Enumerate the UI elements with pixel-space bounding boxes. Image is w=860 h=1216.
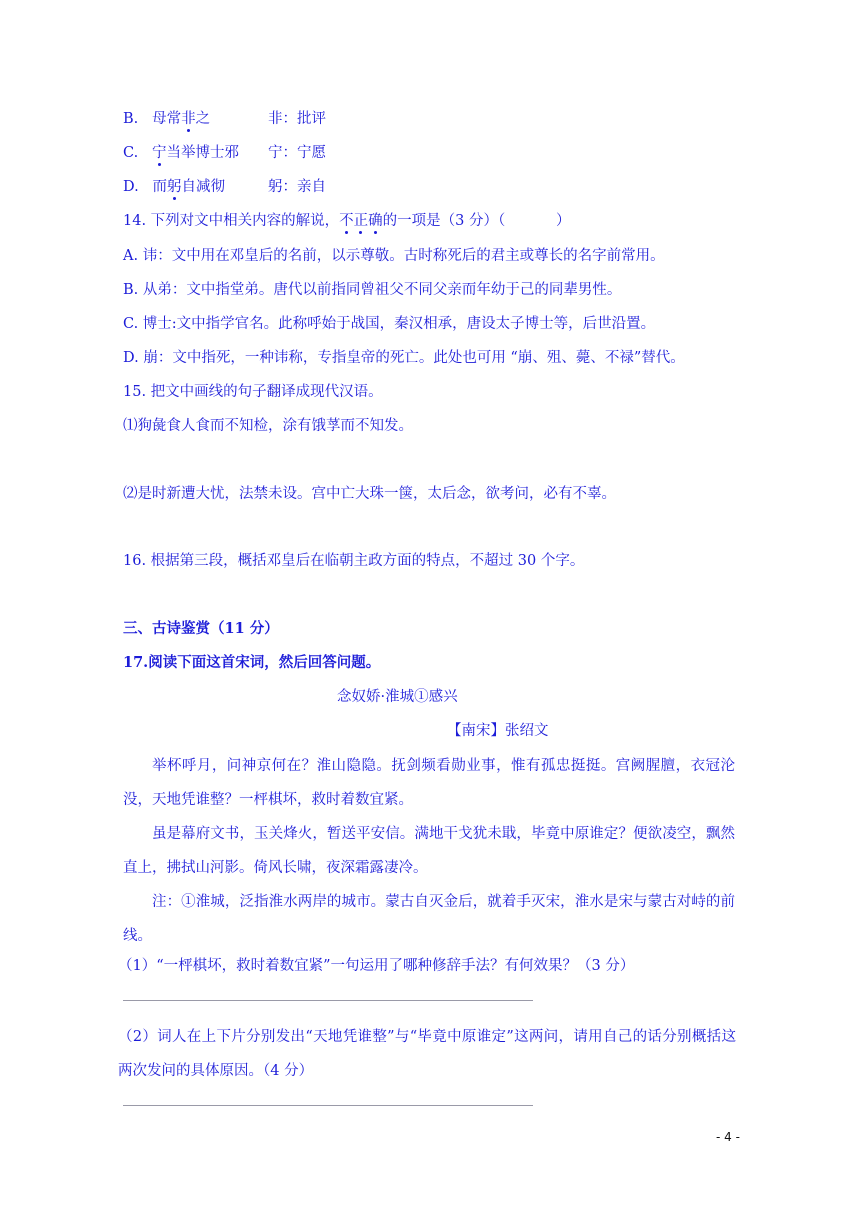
- q17-sub-1: （1）“一枰棋坏，救时着数宜紧”一句运用了哪种修辞手法？有何效果？（3 分）: [118, 958, 635, 974]
- poem-stanza-1: [123, 749, 735, 817]
- note-text: 注：①淮城，泛指淮水两岸的城市。蒙古自灭金后，就着手灭宋，淮水是宋与蒙古对峙的前线。: [123, 894, 735, 944]
- option-text-post: 当举博士邪: [166, 145, 240, 161]
- section-heading: 三、古诗鉴赏（11 分）: [123, 620, 279, 637]
- option-letter: B.: [123, 111, 139, 127]
- q16-stem: 16. 根据第三段，概括邓皇后在临朝主政方面的特点，不超过 30 个字。: [123, 553, 585, 569]
- sub-question-text: （2）词人在上下片分别发出“天地凭谁整”与“毕竟中原谁定”这两问，请用自己的话分别概括这两次发问的具体原因。（4 分）: [118, 1029, 736, 1079]
- q15-sentence-2: ⑵是时新遭大忧，法禁未设。宫中亡大珠一箧，太后念，欲考问，必有不辜。: [123, 486, 616, 502]
- option-gloss: 躬：亲自: [268, 179, 326, 195]
- option-letter: C.: [123, 145, 139, 161]
- q14-option-c: C. 博士:文中指学官名。此称呼始于战国，秦汉相承，唐设太子博士等，后世沿置。: [123, 316, 656, 332]
- stanza-text: 虽是幕府文书，玉关烽火，暂送平安信。满地干戈犹未戢，毕竟中原谁定？便欲凌空，飘然直上，拂拭山河影。倚风长啸，夜深霜露凄冷。: [123, 826, 735, 876]
- emphasis-dotted-char: 非: [181, 111, 196, 127]
- emphasis-dotted-char: 不: [339, 213, 354, 229]
- emphasis-dotted-char: 正: [353, 213, 369, 229]
- page-number: - 4 -: [716, 1130, 740, 1144]
- option-text-post: 之: [195, 111, 211, 127]
- answer-line-2: [123, 1105, 533, 1106]
- q14-stem: [123, 211, 570, 231]
- q17-stem: 17.阅读下面这首宋词，然后回答问题。: [123, 654, 381, 671]
- option-text-pre: 母常: [152, 111, 182, 127]
- q13-option-c: [123, 143, 326, 163]
- poem-author: 【南宋】张绍文: [447, 723, 549, 739]
- q14-option-b: B. 从弟：文中指堂弟。唐代以前指同曾祖父不同父亲而年幼于己的同辈男性。: [123, 282, 622, 298]
- q14-option-a: A. 讳：文中用在邓皇后的名前，以示尊敬。古时称死后的君主或尊长的名字前常用。: [123, 248, 665, 264]
- poem-title: 念奴娇·淮城①感兴: [337, 689, 458, 705]
- q14-option-d: D. 崩：文中指死，一种讳称，专指皇帝的死亡。此处也可用 “崩、殂、薨、不禄”替代。: [123, 350, 685, 366]
- emphasis-dotted-char: 躬: [167, 179, 182, 195]
- option-letter: D.: [123, 179, 139, 195]
- poem-stanza-2: [123, 817, 735, 885]
- q13-option-b: [123, 109, 326, 129]
- q14-stem-post: 的一项是（3 分）（ ）: [382, 213, 571, 229]
- q13-option-d: [123, 177, 326, 197]
- q14-stem-pre: 14. 下列对文中相关内容的解说，: [123, 213, 340, 229]
- emphasis-dotted-char: 宁: [152, 145, 167, 161]
- option-text-post: 自减彻: [181, 179, 226, 195]
- q15-stem: 15. 把文中画线的句子翻译成现代汉语。: [123, 384, 383, 400]
- option-text-pre: 而: [152, 179, 168, 195]
- emphasis-dotted-char: 确: [368, 213, 383, 229]
- option-gloss: 宁：宁愿: [268, 145, 326, 161]
- answer-line-1: [123, 1000, 533, 1001]
- option-gloss: 非：批评: [268, 111, 326, 127]
- q15-sentence-1: ⑴狗彘食人食而不知检，涂有饿莩而不知发。: [123, 418, 413, 434]
- stanza-text: 举杯呼月，问神京何在？淮山隐隐。抚剑频看勋业事，惟有孤忠挺挺。宫阙腥膻，衣冠沦没，天地凭谁整？一枰棋坏，救时着数宜紧。: [123, 758, 735, 808]
- q17-sub-2: [118, 1020, 736, 1088]
- poem-note: [123, 885, 735, 953]
